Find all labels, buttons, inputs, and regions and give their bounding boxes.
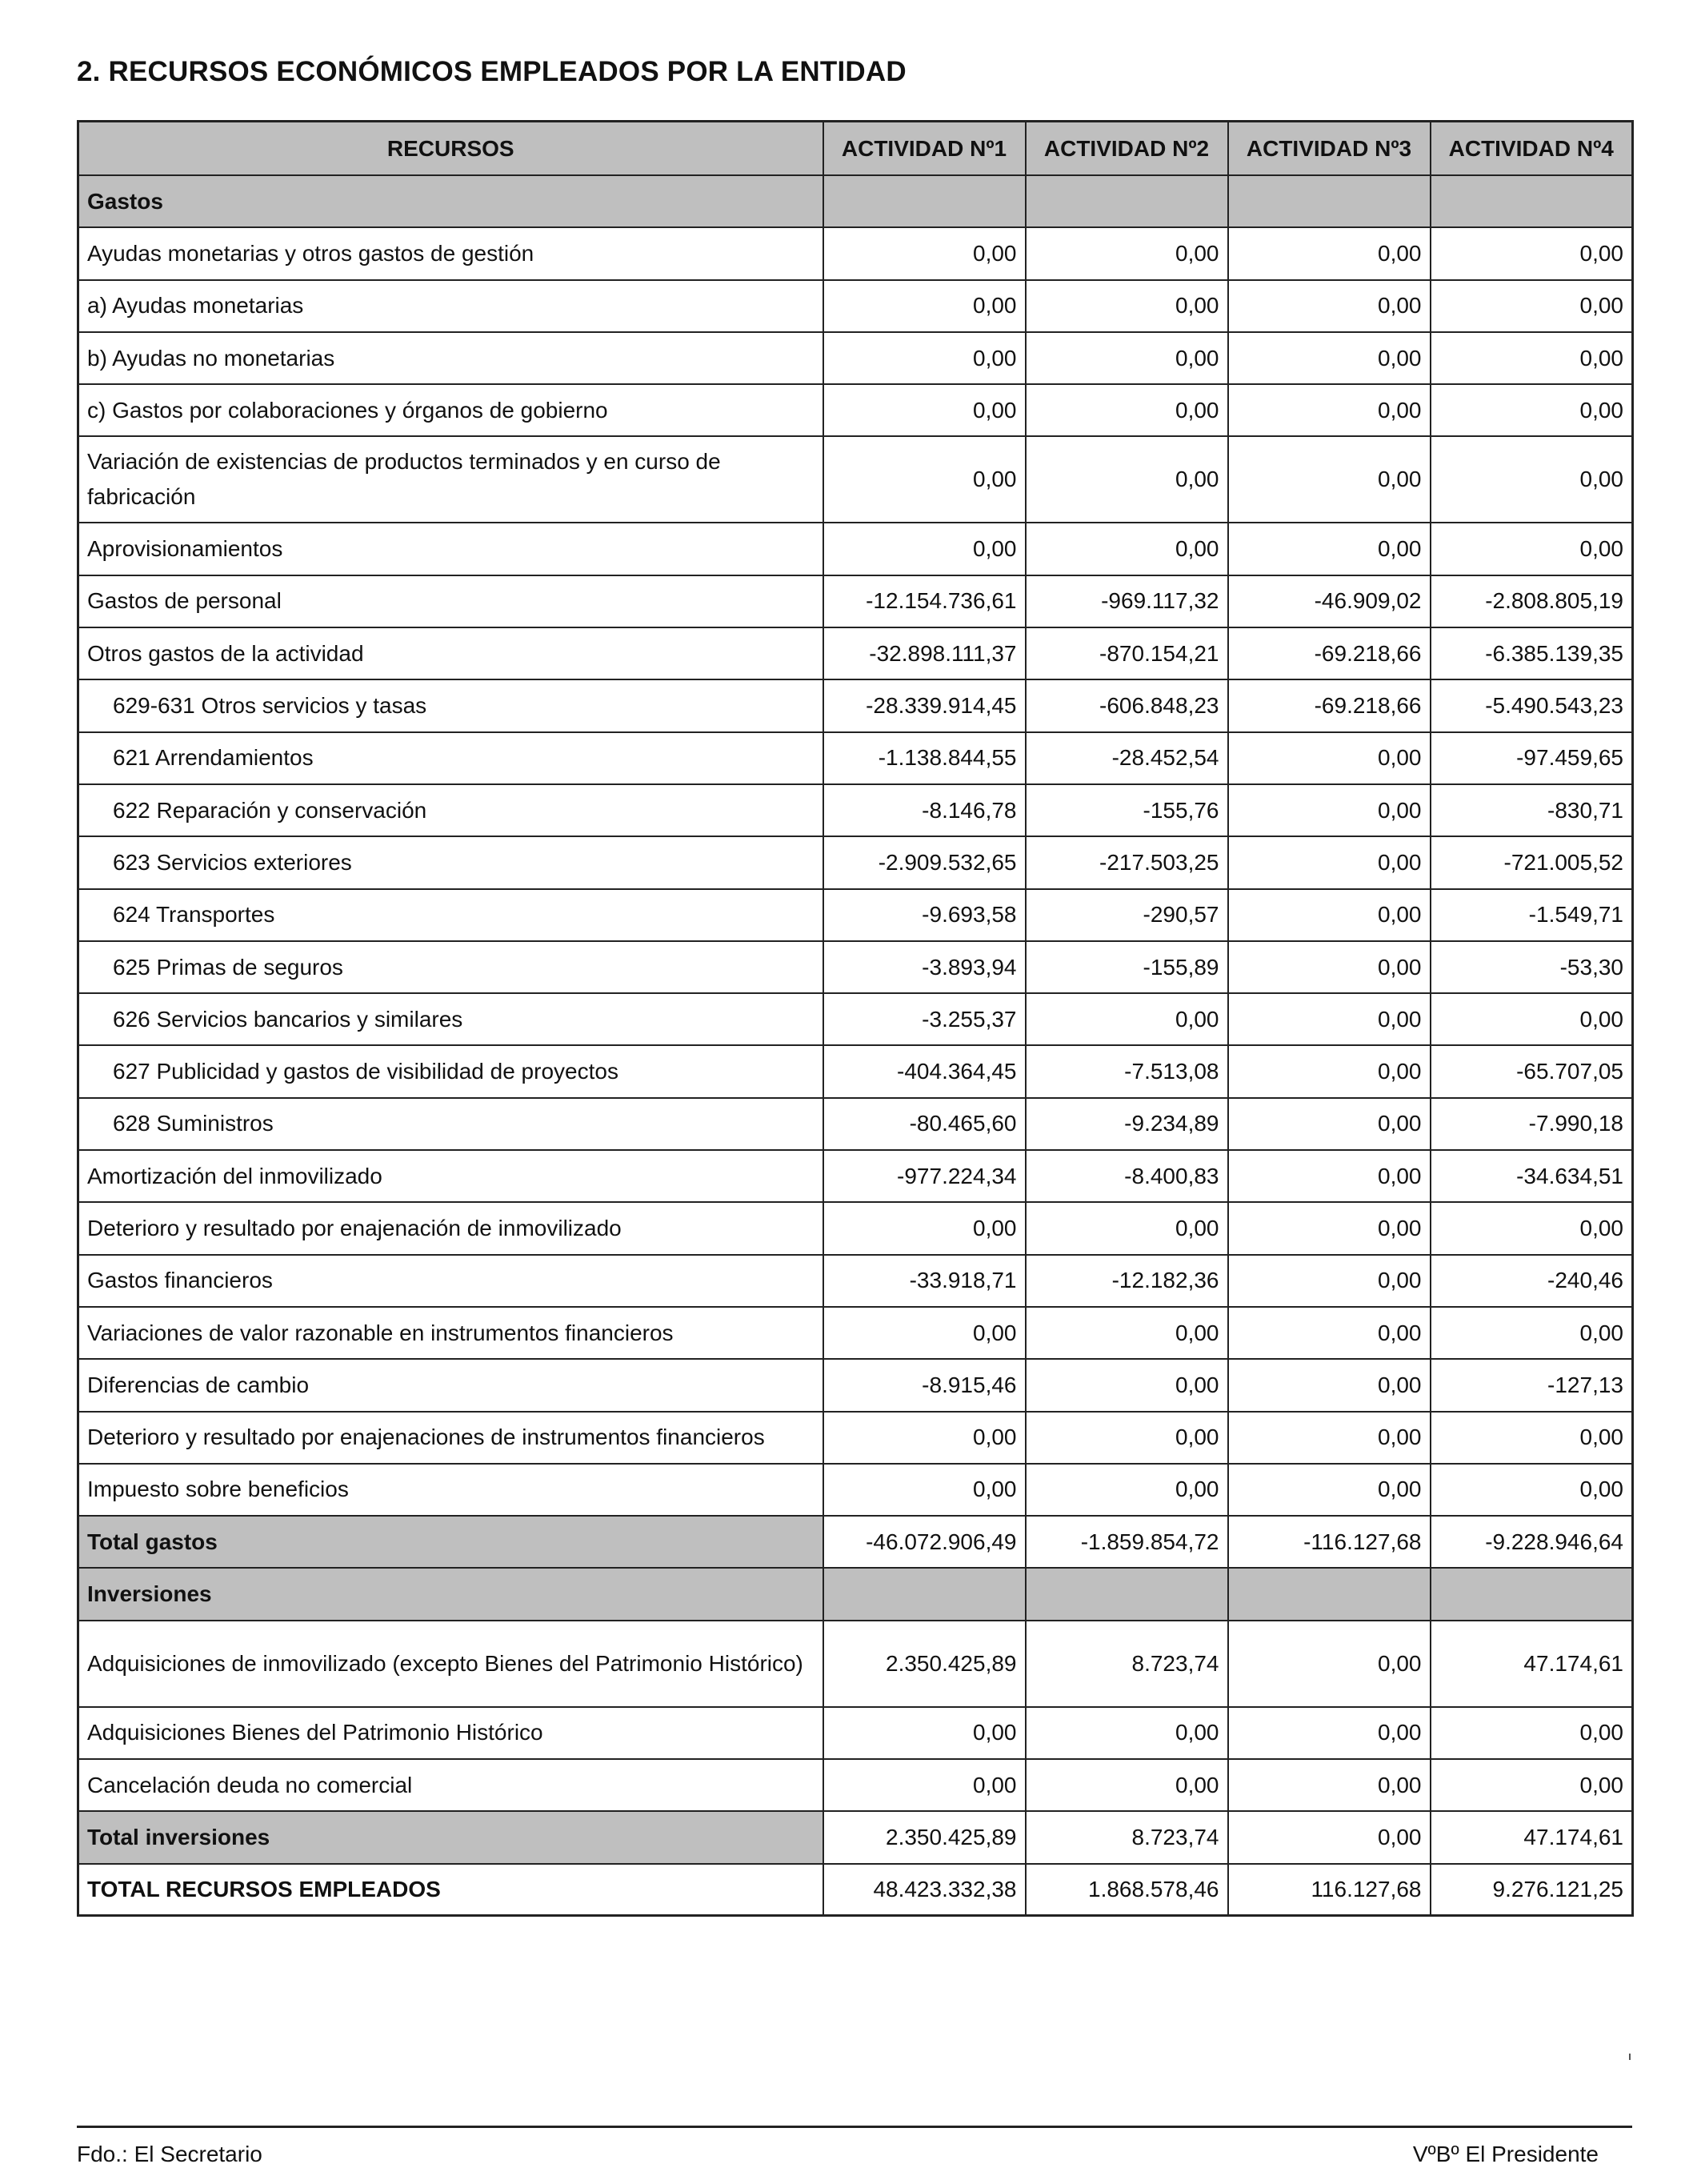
cell-actividad-4 (1431, 1568, 1633, 1620)
cell-actividad-1: 0,00 (823, 332, 1026, 384)
cell-actividad-2: 0,00 (1026, 1359, 1228, 1411)
cell-actividad-4: 0,00 (1431, 384, 1633, 436)
cell-actividad-1: 0,00 (823, 227, 1026, 279)
table-row (78, 1255, 1633, 1307)
cell-actividad-1: -977.224,34 (823, 1150, 1026, 1202)
table-row (78, 1150, 1633, 1202)
cell-actividad-2: 0,00 (1026, 523, 1228, 575)
table-row (78, 732, 1633, 784)
cell-actividad-3: 0,00 (1228, 1150, 1431, 1202)
cell-actividad-2: -1.859.854,72 (1026, 1516, 1228, 1568)
header-actividad-4: ACTIVIDAD Nº4 (1431, 122, 1633, 176)
page-mark (1629, 2054, 1631, 2060)
cell-actividad-4: 47.174,61 (1431, 1621, 1633, 1707)
table-row (78, 627, 1633, 679)
cell-actividad-4: 0,00 (1431, 1464, 1633, 1516)
row-label: Deterioro y resultado por enajenación de inmovilizado (78, 1202, 823, 1254)
table-row (78, 1412, 1633, 1464)
header-recursos: RECURSOS (78, 122, 823, 176)
cell-actividad-4: -6.385.139,35 (1431, 627, 1633, 679)
cell-actividad-3: 0,00 (1228, 1759, 1431, 1811)
table-row (78, 332, 1633, 384)
cell-actividad-4: 0,00 (1431, 993, 1633, 1045)
cell-actividad-3: 0,00 (1228, 1098, 1431, 1150)
table-row (78, 1621, 1633, 1707)
cell-actividad-2: -870.154,21 (1026, 627, 1228, 679)
cell-actividad-3: -69.218,66 (1228, 627, 1431, 679)
cell-actividad-1: 0,00 (823, 1707, 1026, 1759)
table-row (78, 436, 1633, 523)
cell-actividad-2: 8.723,74 (1026, 1811, 1228, 1863)
cell-actividad-3: 0,00 (1228, 836, 1431, 888)
cell-actividad-4: -34.634,51 (1431, 1150, 1633, 1202)
cell-actividad-1: -28.339.914,45 (823, 679, 1026, 731)
row-label: Variaciones de valor razonable en instrumentos financieros (78, 1307, 823, 1359)
table-row (78, 784, 1633, 836)
cell-actividad-2: -9.234,89 (1026, 1098, 1228, 1150)
cell-actividad-3: 0,00 (1228, 523, 1431, 575)
table-row (78, 1045, 1633, 1097)
cell-actividad-3: 0,00 (1228, 993, 1431, 1045)
row-label: Total inversiones (78, 1811, 823, 1863)
cell-actividad-2: -155,89 (1026, 941, 1228, 993)
row-label: Diferencias de cambio (78, 1359, 823, 1411)
table-row (78, 384, 1633, 436)
cell-actividad-4: -2.808.805,19 (1431, 575, 1633, 627)
cell-actividad-3: 0,00 (1228, 941, 1431, 993)
table-row (78, 227, 1633, 279)
header-actividad-1: ACTIVIDAD Nº1 (823, 122, 1026, 176)
row-label: c) Gastos por colaboraciones y órganos de gobierno (78, 384, 823, 436)
cell-actividad-3: 0,00 (1228, 1202, 1431, 1254)
row-label: Adquisiciones de inmovilizado (excepto Bienes del Patrimonio Histórico) (78, 1621, 823, 1707)
cell-actividad-2: -217.503,25 (1026, 836, 1228, 888)
row-label: 628 Suministros (78, 1098, 823, 1150)
table-row (78, 1759, 1633, 1811)
cell-actividad-3: 0,00 (1228, 1045, 1431, 1097)
cell-actividad-2: 0,00 (1026, 993, 1228, 1045)
cell-actividad-1: -8.146,78 (823, 784, 1026, 836)
table-row (78, 575, 1633, 627)
cell-actividad-1: 2.350.425,89 (823, 1811, 1026, 1863)
cell-actividad-4: 0,00 (1431, 436, 1633, 523)
row-label: 623 Servicios exteriores (78, 836, 823, 888)
cell-actividad-2: 8.723,74 (1026, 1621, 1228, 1707)
cell-actividad-2: 0,00 (1026, 1464, 1228, 1516)
table-row (78, 679, 1633, 731)
cell-actividad-3: 0,00 (1228, 384, 1431, 436)
table-row (78, 1098, 1633, 1150)
row-label: TOTAL RECURSOS EMPLEADOS (78, 1864, 823, 1916)
table-row (78, 1307, 1633, 1359)
table-row (78, 1707, 1633, 1759)
table-row (78, 941, 1633, 993)
signature-secretary: Fdo.: El Secretario (77, 2142, 262, 2166)
section-row (78, 175, 1633, 227)
row-label: Variación de existencias de productos terminados y en curso de fabricación (78, 436, 823, 523)
row-label: Gastos (78, 175, 823, 227)
cell-actividad-3: 0,00 (1228, 436, 1431, 523)
cell-actividad-1: -1.138.844,55 (823, 732, 1026, 784)
cell-actividad-2: 0,00 (1026, 384, 1228, 436)
cell-actividad-1: -3.255,37 (823, 993, 1026, 1045)
table-row (78, 836, 1633, 888)
table-row (78, 1464, 1633, 1516)
cell-actividad-4: 0,00 (1431, 280, 1633, 332)
cell-actividad-4: 0,00 (1431, 523, 1633, 575)
cell-actividad-2 (1026, 175, 1228, 227)
cell-actividad-1: -3.893,94 (823, 941, 1026, 993)
cell-actividad-3: 0,00 (1228, 1464, 1431, 1516)
cell-actividad-3: 0,00 (1228, 889, 1431, 941)
cell-actividad-2: -606.848,23 (1026, 679, 1228, 731)
cell-actividad-3 (1228, 1568, 1431, 1620)
row-label: 625 Primas de seguros (78, 941, 823, 993)
cell-actividad-1: 0,00 (823, 1307, 1026, 1359)
row-label: 624 Transportes (78, 889, 823, 941)
total-row (78, 1864, 1633, 1916)
cell-actividad-4: -721.005,52 (1431, 836, 1633, 888)
resources-table (77, 120, 1634, 1917)
cell-actividad-2: 0,00 (1026, 1412, 1228, 1464)
cell-actividad-3 (1228, 175, 1431, 227)
cell-actividad-2: -155,76 (1026, 784, 1228, 836)
cell-actividad-2: 0,00 (1026, 1307, 1228, 1359)
cell-actividad-1: 0,00 (823, 280, 1026, 332)
cell-actividad-3: 0,00 (1228, 1621, 1431, 1707)
cell-actividad-3: 0,00 (1228, 1412, 1431, 1464)
row-label: b) Ayudas no monetarias (78, 332, 823, 384)
cell-actividad-1: 0,00 (823, 384, 1026, 436)
cell-actividad-2 (1026, 1568, 1228, 1620)
cell-actividad-1 (823, 1568, 1026, 1620)
table-row (78, 1359, 1633, 1411)
cell-actividad-4: 0,00 (1431, 332, 1633, 384)
row-label: 621 Arrendamientos (78, 732, 823, 784)
cell-actividad-1: 48.423.332,38 (823, 1864, 1026, 1916)
section-row (78, 1568, 1633, 1620)
cell-actividad-2: 0,00 (1026, 280, 1228, 332)
cell-actividad-4: -830,71 (1431, 784, 1633, 836)
table-row (78, 993, 1633, 1045)
cell-actividad-2: -8.400,83 (1026, 1150, 1228, 1202)
cell-actividad-3: 0,00 (1228, 732, 1431, 784)
cell-actividad-1: 0,00 (823, 436, 1026, 523)
cell-actividad-2: -7.513,08 (1026, 1045, 1228, 1097)
total-row (78, 1811, 1633, 1863)
table-row (78, 523, 1633, 575)
cell-actividad-4: -7.990,18 (1431, 1098, 1633, 1150)
row-label: Adquisiciones Bienes del Patrimonio Histórico (78, 1707, 823, 1759)
cell-actividad-1: 0,00 (823, 1759, 1026, 1811)
cell-actividad-3: 0,00 (1228, 1707, 1431, 1759)
row-label: Amortización del inmovilizado (78, 1150, 823, 1202)
row-label: Impuesto sobre beneficios (78, 1464, 823, 1516)
table-row (78, 1202, 1633, 1254)
cell-actividad-4: 0,00 (1431, 227, 1633, 279)
header-actividad-3: ACTIVIDAD Nº3 (1228, 122, 1431, 176)
cell-actividad-4: -53,30 (1431, 941, 1633, 993)
cell-actividad-1: -33.918,71 (823, 1255, 1026, 1307)
table-header-row (78, 122, 1633, 176)
cell-actividad-1: -46.072.906,49 (823, 1516, 1026, 1568)
cell-actividad-1: 0,00 (823, 1412, 1026, 1464)
row-label: 622 Reparación y conservación (78, 784, 823, 836)
cell-actividad-3: -69.218,66 (1228, 679, 1431, 731)
total-row (78, 1516, 1633, 1568)
cell-actividad-1: -2.909.532,65 (823, 836, 1026, 888)
cell-actividad-3: 0,00 (1228, 332, 1431, 384)
cell-actividad-3: 116.127,68 (1228, 1864, 1431, 1916)
cell-actividad-4: -240,46 (1431, 1255, 1633, 1307)
cell-actividad-2: 1.868.578,46 (1026, 1864, 1228, 1916)
cell-actividad-1: -32.898.111,37 (823, 627, 1026, 679)
cell-actividad-4: 0,00 (1431, 1202, 1633, 1254)
cell-actividad-3: 0,00 (1228, 1307, 1431, 1359)
cell-actividad-1: -8.915,46 (823, 1359, 1026, 1411)
row-label: Gastos financieros (78, 1255, 823, 1307)
cell-actividad-1: -80.465,60 (823, 1098, 1026, 1150)
page-title: 2. RECURSOS ECONÓMICOS EMPLEADOS POR LA ENTIDAD (77, 56, 907, 87)
row-label: Ayudas monetarias y otros gastos de gestión (78, 227, 823, 279)
cell-actividad-4: -127,13 (1431, 1359, 1633, 1411)
cell-actividad-2: 0,00 (1026, 1759, 1228, 1811)
cell-actividad-4: 0,00 (1431, 1759, 1633, 1811)
cell-actividad-3: 0,00 (1228, 1255, 1431, 1307)
cell-actividad-3: 0,00 (1228, 227, 1431, 279)
cell-actividad-2: -290,57 (1026, 889, 1228, 941)
cell-actividad-1: 2.350.425,89 (823, 1621, 1026, 1707)
cell-actividad-3: 0,00 (1228, 280, 1431, 332)
cell-actividad-2: 0,00 (1026, 332, 1228, 384)
row-label: Deterioro y resultado por enajenaciones de instrumentos financieros (78, 1412, 823, 1464)
cell-actividad-2: -28.452,54 (1026, 732, 1228, 784)
row-label: Otros gastos de la actividad (78, 627, 823, 679)
cell-actividad-4: -65.707,05 (1431, 1045, 1633, 1097)
cell-actividad-1: -12.154.736,61 (823, 575, 1026, 627)
cell-actividad-2: 0,00 (1026, 1707, 1228, 1759)
row-label: Total gastos (78, 1516, 823, 1568)
row-label: Cancelación deuda no comercial (78, 1759, 823, 1811)
cell-actividad-2: -12.182,36 (1026, 1255, 1228, 1307)
cell-actividad-1: -404.364,45 (823, 1045, 1026, 1097)
cell-actividad-1: -9.693,58 (823, 889, 1026, 941)
cell-actividad-3: 0,00 (1228, 784, 1431, 836)
cell-actividad-3: 0,00 (1228, 1359, 1431, 1411)
cell-actividad-4: -97.459,65 (1431, 732, 1633, 784)
cell-actividad-1: 0,00 (823, 1464, 1026, 1516)
header-actividad-2: ACTIVIDAD Nº2 (1026, 122, 1228, 176)
row-label: Gastos de personal (78, 575, 823, 627)
cell-actividad-3: -46.909,02 (1228, 575, 1431, 627)
cell-actividad-4: 0,00 (1431, 1707, 1633, 1759)
cell-actividad-2: 0,00 (1026, 1202, 1228, 1254)
row-label: Aprovisionamientos (78, 523, 823, 575)
cell-actividad-4: -9.228.946,64 (1431, 1516, 1633, 1568)
cell-actividad-4: 47.174,61 (1431, 1811, 1633, 1863)
cell-actividad-4: -1.549,71 (1431, 889, 1633, 941)
row-label: 626 Servicios bancarios y similares (78, 993, 823, 1045)
cell-actividad-3: 0,00 (1228, 1811, 1431, 1863)
cell-actividad-4 (1431, 175, 1633, 227)
row-label: Inversiones (78, 1568, 823, 1620)
cell-actividad-2: 0,00 (1026, 436, 1228, 523)
cell-actividad-3: -116.127,68 (1228, 1516, 1431, 1568)
table-row (78, 280, 1633, 332)
cell-actividad-1 (823, 175, 1026, 227)
cell-actividad-4: -5.490.543,23 (1431, 679, 1633, 731)
cell-actividad-4: 9.276.121,25 (1431, 1864, 1633, 1916)
row-label: 629-631 Otros servicios y tasas (78, 679, 823, 731)
signature-president: VºBº El Presidente (1412, 2142, 1599, 2166)
cell-actividad-2: 0,00 (1026, 227, 1228, 279)
cell-actividad-1: 0,00 (823, 523, 1026, 575)
cell-actividad-2: -969.117,32 (1026, 575, 1228, 627)
footer-divider (77, 2126, 1632, 2128)
table-row (78, 889, 1633, 941)
row-label: 627 Publicidad y gastos de visibilidad de proyectos (78, 1045, 823, 1097)
row-label: a) Ayudas monetarias (78, 280, 823, 332)
cell-actividad-1: 0,00 (823, 1202, 1026, 1254)
cell-actividad-4: 0,00 (1431, 1307, 1633, 1359)
cell-actividad-4: 0,00 (1431, 1412, 1633, 1464)
